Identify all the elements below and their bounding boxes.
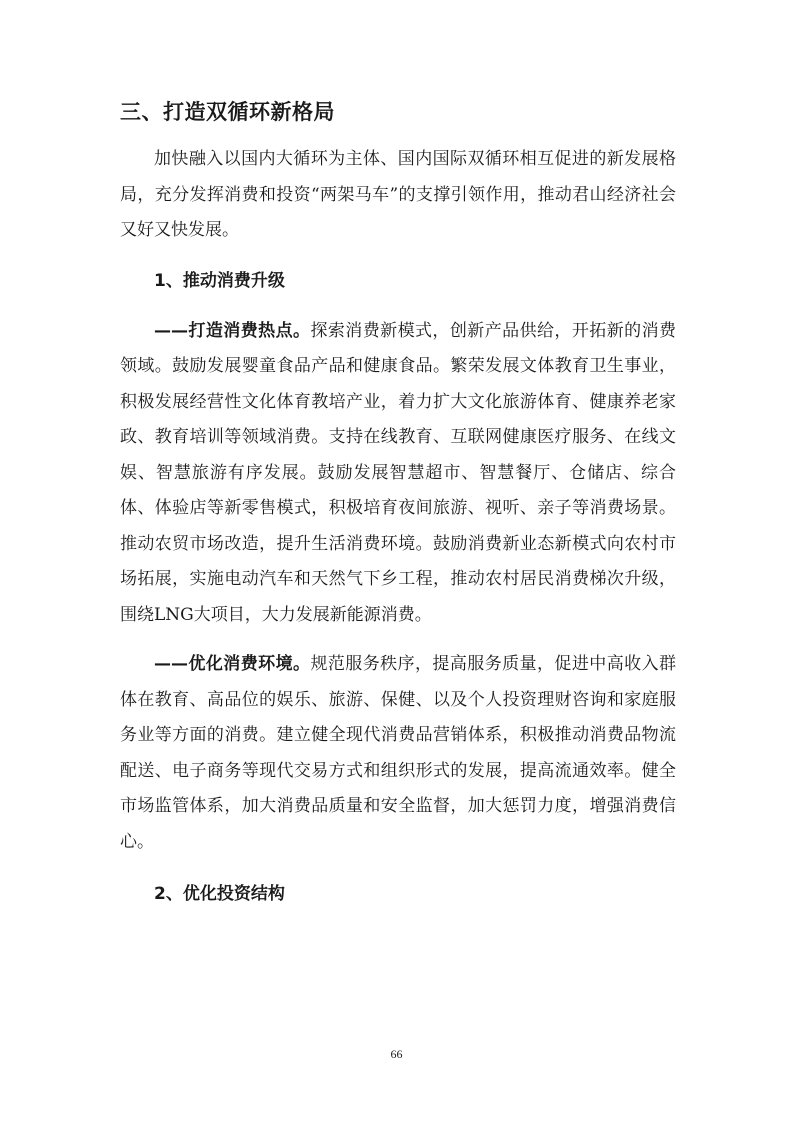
paragraph-consumption-environment <box>120 647 676 860</box>
paragraph-body: 规范服务秩序，提高服务质量，促进中高收入群体在教育、高品位的娱乐、旅游、保健、以及个人投资理财咨询和家庭服务业等方面的消费。建立健全现代消费品营销体系，积极推动消费品物流配送、电子商务等现代交易方式和组织形式的发展，提高流通效率。健全市场监管体系，加大消费品质量和安全监督，加大惩罚力度，增强消费信心。 <box>120 654 677 852</box>
subsection-title-consumption-upgrade: 1、推动消费升级 <box>154 270 285 291</box>
paragraph-body: 探索消费新模式，创新产品供给，开拓新的消费领域。鼓励发展婴童食品产品和健康食品。繁荣发展文体教育卫生事业，积极发展经营性文化体育教培产业，着力扩大文化旅游体育、健康养老家政、教育培训等领域消费。支持在线教育、互联网健康医疗服务、在线文娱、智慧旅游有序发展。鼓励发展智慧超市、智慧餐厅、仓储店、综合体、体验店等新零售模式，积极培育夜间旅游、视听、亲子等消费场景。推动农贸市场改造，提升生活消费环境。鼓励消费新业态新模式向农村市场拓展，实施电动汽车和天然气下乡工程，推动农村居民消费梯次升级，围绕LNG大项目，大力发展新能源消费。 <box>120 320 677 625</box>
subsection-title-investment-structure: 2、优化投资结构 <box>154 884 285 904</box>
paragraph-consumption-hotspots <box>120 314 676 634</box>
page-content <box>120 90 676 912</box>
page-number: 66 <box>390 1047 403 1061</box>
section-title: 三、打造双循环新格局 <box>120 100 335 124</box>
section-intro-paragraph: 加快融入以国内大循环为主体、国内国际双循环相互促进的新发展格局，充分发挥消费和投资“两架马车”的支撑引领作用，推动君山经济社会又好又快发展。 <box>120 149 676 240</box>
paragraph-lead: ——优化消费环境。 <box>154 654 311 674</box>
paragraph-lead: ——打造消费热点。 <box>154 320 311 341</box>
